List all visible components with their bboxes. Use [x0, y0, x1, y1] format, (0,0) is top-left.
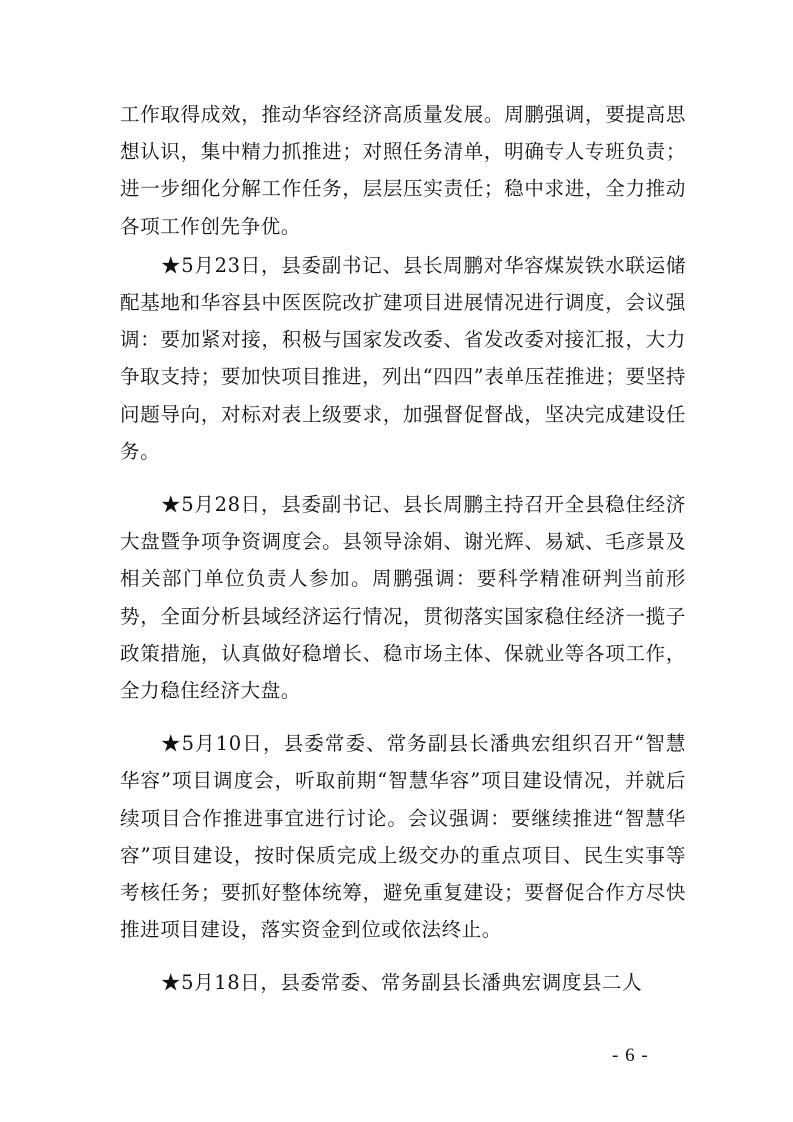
paragraph-4: ★5月10日，县委常委、常务副县长潘典宏组织召开“智慧华容”项目调度会，听取前期“智慧华容”项目建设情况，并就后续项目合作推进事宜进行讨论。会议强调：要继续推进“智慧华容”项目建设，按时保质完成上级交办的重点项目、民生实事等考核任务；要抓好整体统筹，避免重复建设；要督促合作方尽快推进项目建设，落实资金到位或依法终止。	[120, 732, 686, 942]
paragraph-1: 工作取得成效，推动华容经济高质量发展。周鹏强调，要提高思想认识，集中精力抓推进；对照任务清单，明确专人专班负责；进一步细化分解工作任务，层层压实责任；稳中求进，全力推动各项工作创先争优。	[120, 103, 686, 238]
paragraph-3: ★5月28日，县委副书记、县长周鹏主持召开全县稳住经济大盘暨争项争资调度会。县领导涂娟、谢光辉、易斌、毛彦景及相关部门单位负责人参加。周鹏强调：要科学精准研判当前形势，全面分析县域经济运行情况，贯彻落实国家稳住经济一揽子政策措施，认真做好稳增长、稳市场主体、保就业等各项工作，全力稳住经济大盘。	[120, 493, 686, 703]
page-number: - 6 -	[612, 1045, 649, 1066]
paragraph-2: ★5月23日，县委副书记、县长周鹏对华容煤炭铁水联运储配基地和华容县中医医院改扩建项目进展情况进行调度，会议强调：要加紧对接，积极与国家发改委、省发改委对接汇报，大力争取支持；要加快项目推进，列出“四四”表单压茬推进；要坚持问题导向，对标对表上级要求，加强督促督战，坚决完成建设任务。	[120, 253, 686, 463]
paragraph-5: ★5月18日，县委常委、常务副县长潘典宏调度县二人	[161, 971, 643, 995]
document-body	[120, 96, 686, 1002]
